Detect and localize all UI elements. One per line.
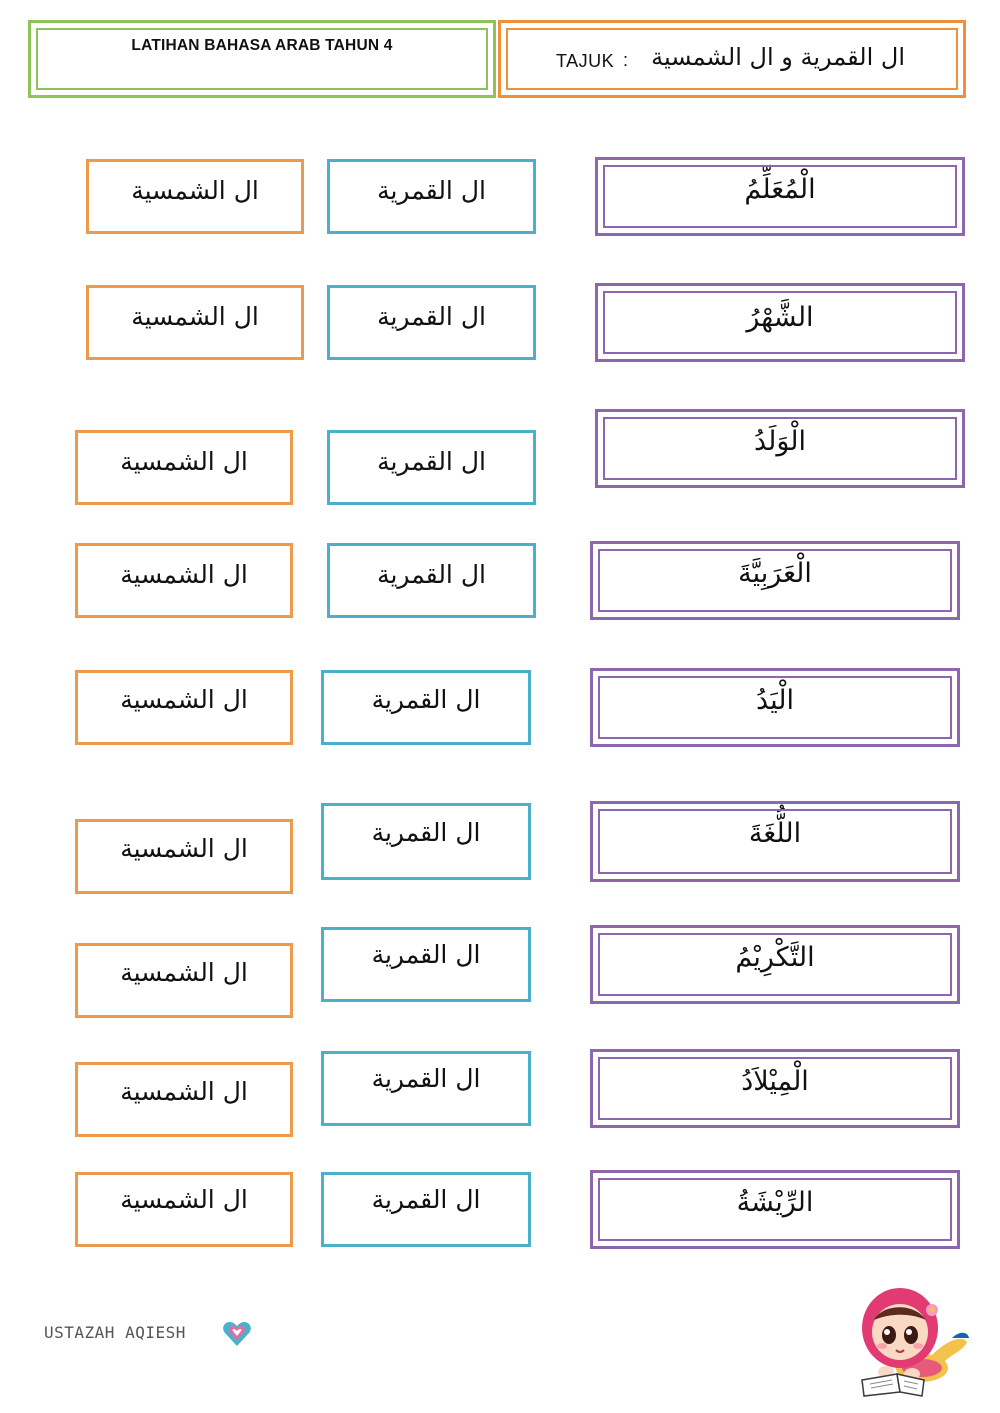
option-label: ال الشمسية [120, 834, 248, 863]
option-label: ال القمرية [377, 560, 486, 589]
worksheet-title-box [28, 20, 496, 98]
option-label: ال الشمسية [120, 1077, 248, 1106]
option-shamsiyyah-8[interactable] [75, 1062, 293, 1137]
option-label: ال الشمسية [120, 447, 248, 476]
word-text: الْيَدُ [755, 685, 795, 716]
word-box-8 [590, 1049, 960, 1128]
option-shamsiyyah-3[interactable] [75, 430, 293, 505]
option-label: ال القمرية [371, 818, 481, 847]
option-label: ال القمرية [377, 447, 486, 476]
option-qamariyyah-6[interactable] [321, 803, 531, 880]
option-label: ال القمرية [371, 685, 481, 714]
option-qamariyyah-3[interactable] [327, 430, 536, 505]
option-label: ال القمرية [377, 302, 486, 331]
heart-icon [222, 1320, 252, 1348]
option-label: ال الشمسية [131, 176, 259, 205]
option-shamsiyyah-9[interactable] [75, 1172, 293, 1247]
option-label: ال الشمسية [120, 958, 248, 987]
option-shamsiyyah-7[interactable] [75, 943, 293, 1018]
word-box-4 [590, 541, 960, 620]
word-text: التَّكْرِيْمُ [735, 942, 815, 973]
option-shamsiyyah-1[interactable] [86, 159, 304, 234]
option-qamariyyah-2[interactable] [327, 285, 536, 360]
word-text: الْعَرَبِيَّةَ [738, 558, 812, 589]
word-box-9 [590, 1170, 960, 1249]
option-qamariyyah-1[interactable] [327, 159, 536, 234]
option-qamariyyah-5[interactable] [321, 670, 531, 745]
word-box-5 [590, 668, 960, 747]
option-label: ال القمرية [377, 176, 486, 205]
word-box-6 [590, 801, 960, 882]
word-text: الرِّيْشَةُ [736, 1187, 814, 1218]
option-shamsiyyah-4[interactable] [75, 543, 293, 618]
option-qamariyyah-4[interactable] [327, 543, 536, 618]
word-text: الْمُعَلِّمُ [744, 174, 816, 205]
option-shamsiyyah-2[interactable] [86, 285, 304, 360]
word-text: الْمِيْلاَدُ [741, 1066, 809, 1097]
option-label: ال الشمسية [120, 560, 248, 589]
word-text: الشَّهْرُ [746, 302, 814, 333]
word-text: الْوَلَدُ [753, 426, 807, 457]
topic-label: TAJUK [556, 51, 615, 71]
word-box-7 [590, 925, 960, 1004]
option-shamsiyyah-5[interactable] [75, 670, 293, 745]
worksheet-title: LATIHAN BAHASA ARAB TAHUN 4 [131, 37, 393, 54]
word-box-2 [595, 283, 965, 362]
option-label: ال القمرية [371, 940, 481, 969]
option-label: ال الشمسية [120, 1185, 248, 1214]
option-label: ال الشمسية [120, 685, 248, 714]
author-credit: USTAZAH AQIESH [44, 1323, 186, 1342]
option-qamariyyah-8[interactable] [321, 1051, 531, 1126]
girl-reading-illustration [852, 1280, 972, 1398]
option-label: ال القمرية [371, 1064, 481, 1093]
word-box-1 [595, 157, 965, 236]
topic-text: ال القمرية و ال الشمسية [651, 43, 905, 71]
option-label: ال الشمسية [131, 302, 259, 331]
word-box-3 [595, 409, 965, 488]
topic-separator: : [623, 50, 629, 70]
option-shamsiyyah-6[interactable] [75, 819, 293, 894]
topic-box [498, 20, 966, 98]
option-qamariyyah-7[interactable] [321, 927, 531, 1002]
word-text: اللُّغَةَ [748, 818, 802, 849]
option-qamariyyah-9[interactable] [321, 1172, 531, 1247]
option-label: ال القمرية [371, 1185, 481, 1214]
